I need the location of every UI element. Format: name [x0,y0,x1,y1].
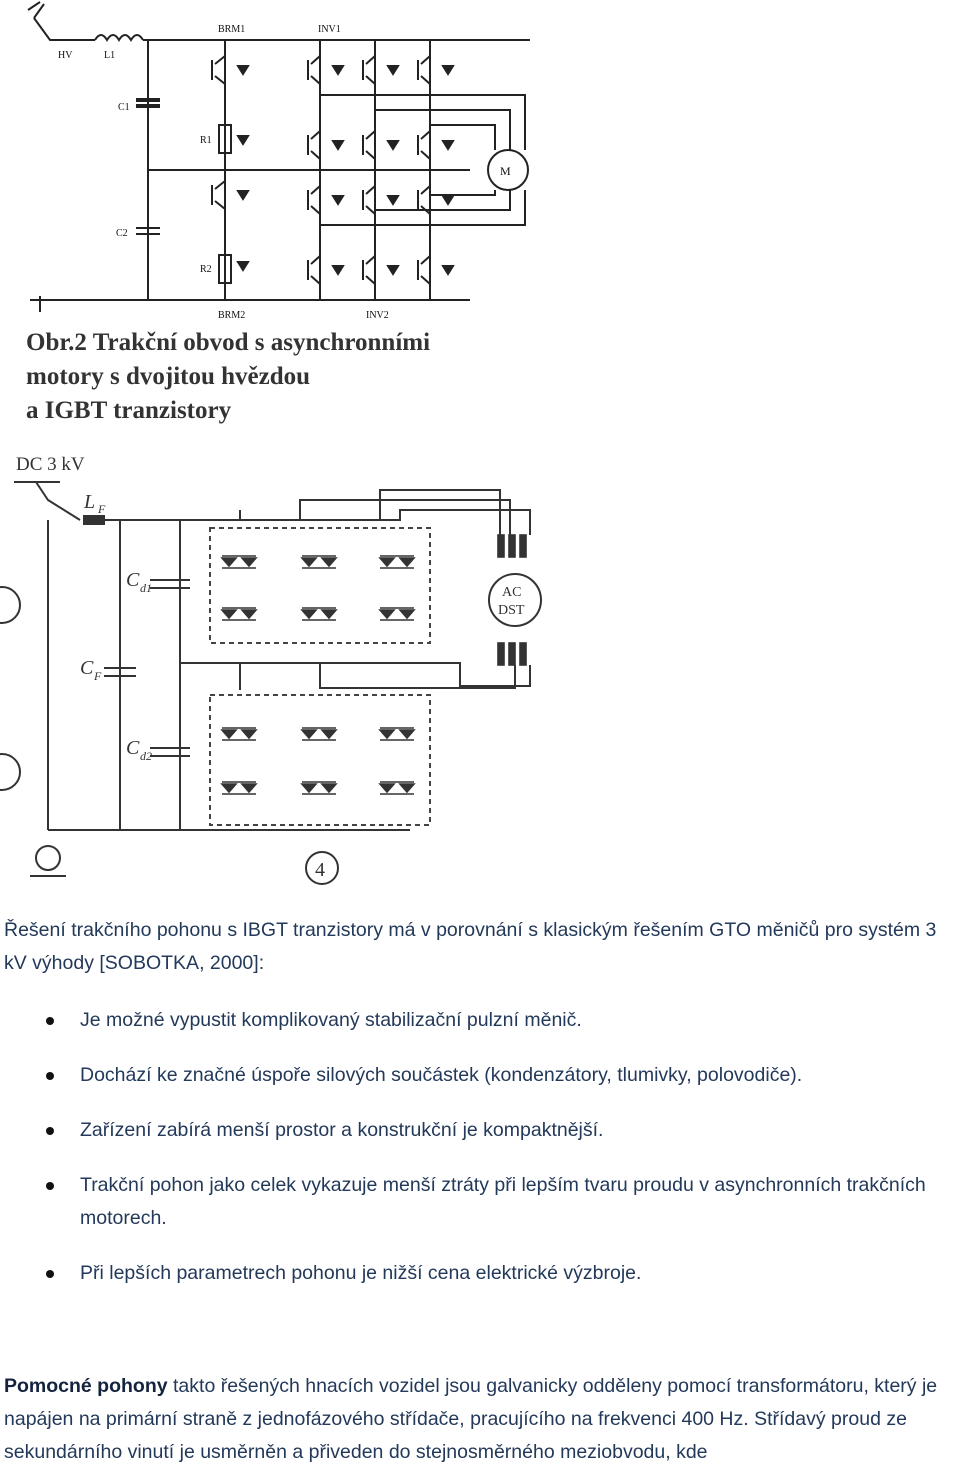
traction-circuit-diagram-2 [0,440,560,900]
inv1-label: INV1 [318,24,341,35]
hv-label: HV [58,50,73,61]
lf-sub-label: F [98,502,106,516]
motor-label: M [500,164,511,178]
aux-drives-term: Pomocné pohony [4,1375,168,1397]
bullet-icon [46,1270,54,1278]
c2-label: C2 [116,228,128,239]
traction-circuit-diagram-1 [0,0,560,440]
bullet-icon [46,1017,54,1025]
cd1-label: C [126,569,140,591]
list-item: Je možné vypustit komplikovaný stabilizační pulzní měnič. [0,1004,960,1037]
bullet-icon [46,1127,54,1135]
figure-caption-line: Obr.2 Trakční obvod s asynchronními [26,329,431,356]
bullet-icon [46,1182,54,1190]
c1-label: C1 [118,102,130,113]
motor-ac-label: AC [502,585,522,600]
supply-label: DC 3 kV [16,454,85,475]
brm1-label: BRM1 [218,24,246,35]
bullet-icon [46,1072,54,1080]
motor-dst-label: DST [498,603,525,618]
brm2-label: BRM2 [218,310,246,321]
l1-label: L1 [104,50,116,61]
advantages-list [0,1004,960,1290]
cf-sub-label: F [94,669,102,683]
r1-label: R1 [200,135,212,146]
cd2-label: C [126,737,140,759]
intro-paragraph: Řešení trakčního pohonu s IBGT tranzistory má v porovnání s klasickým řešením GTO měničů pro systém 3 kV výhody [SOBOTKA, 2000]: [4,919,937,974]
list-item: Zařízení zabírá menší prostor a konstrukční je kompaktnější. [0,1114,960,1147]
aux-drives-text: takto řešených hnacích vozidel jsou galvanicky odděleny pomocí transformátoru, který je napájen na primární straně z jednofázového střídače, pracujícího na frekvenci 400 Hz. Střídavý proud ze sekundárního vinutí je usměrněn a přiveden do stejnosměrného meziobvodu, kde [4,1375,938,1463]
cd1-sub-label: d1 [140,581,152,595]
figure-caption-line: motory s dvojitou hvězdou [26,363,311,390]
cd2-sub-label: d2 [140,749,152,763]
r2-label: R2 [200,264,212,275]
figure-caption-line: a IGBT tranzistory [26,397,232,424]
lf-label: L [84,491,96,513]
list-item: Dochází ke značné úspoře silových součástek (kondenzátory, tlumivky, polovodiče). [0,1059,960,1092]
list-item: Trakční pohon jako celek vykazuje menší ztráty při lepším tvaru proudu v asynchronních trakčních motorech. [0,1169,960,1235]
figure-number-label: 4 [315,859,325,881]
cf-label: C [80,657,94,679]
aux-drives-paragraph [4,1370,956,1469]
inv2-label: INV2 [366,310,389,321]
list-item: Při lepších parametrech pohonu je nižší cena elektrické výzbroje. [0,1257,960,1290]
